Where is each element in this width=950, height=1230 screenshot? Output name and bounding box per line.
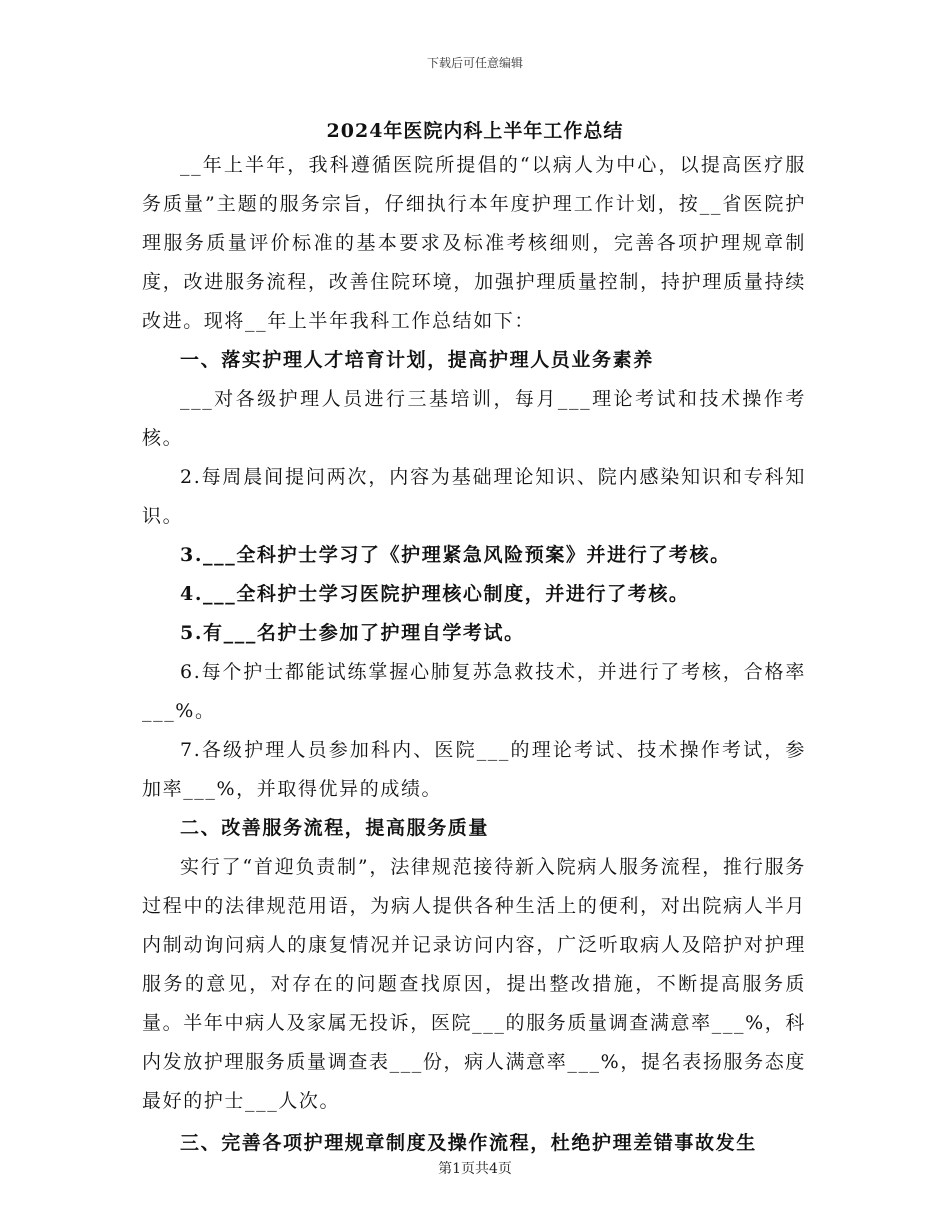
- list-item-6: 6.每个护士都能试练掌握心肺复苏急救技术，并进行了考核，合格率___%。: [142, 661, 806, 722]
- section-heading-1: 一、落实护理人才培育计划，提高护理人员业务素养: [180, 349, 654, 371]
- document-title: 2024年医院内科上半年工作总结: [326, 120, 624, 142]
- section-heading-3: 三、完善各项护理规章制度及操作流程，杜绝护理差错事故发生: [180, 1132, 757, 1154]
- service-paragraph: 实行了“首迎负责制”，法律规范接待新入院病人服务流程，推行服务过程中的法律规范用语，为病人提供各种生活上的便利，对出院病人半月内制动询问病人的康复情况并记录访问内容，广泛听取病人及陪护对护理服务的意见，对存在的问题查找原因，提出整改措施，不断提高服务质量。半年中病人及家属无投诉，医院___的服务质量调查满意率___%，科内发放护理服务质量调查表___份，病人满意率___%，提名表扬服务态度最好的护士___人次。: [142, 856, 806, 1112]
- list-item-7: 7.各级护理人员参加科内、医院___的理论考试、技术操作考试，参加率___%，并取得优异的成绩。: [142, 739, 806, 800]
- intro-paragraph: __年上半年，我科遵循医院所提倡的“以病人为中心，以提高医疗服务质量”主题的服务宗旨，仔细执行本年度护理工作计划，按__省医院护理服务质量评价标准的基本要求及标准考核细则，完善各项护理规章制度，改进服务流程，改善住院环境，加强护理质量控制，持护理质量持续改进。现将__年上半年我科工作总结如下：: [142, 154, 806, 332]
- section-heading-2: 二、改善服务流程，提高服务质量: [180, 817, 490, 839]
- list-item-2: 2.每周晨间提问两次，内容为基础理论知识、院内感染知识和专科知识。: [142, 466, 806, 527]
- list-item-4: 4.___全科护士学习医院护理核心制度，并进行了考核。: [180, 583, 690, 605]
- list-item-3: 3.___全科护士学习了《护理紧急风险预案》并进行了考核。: [180, 544, 731, 566]
- page-footer: 第1页共4页: [438, 1161, 512, 1177]
- list-item-1: ___对各级护理人员进行三基培训，每月___理论考试和技术操作考核。: [142, 388, 806, 449]
- list-item-5: 5.有___名护士参加了护理自学考试。: [180, 622, 525, 644]
- header-note: 下载后可任意编辑: [426, 56, 523, 70]
- document-body: [142, 146, 806, 1163]
